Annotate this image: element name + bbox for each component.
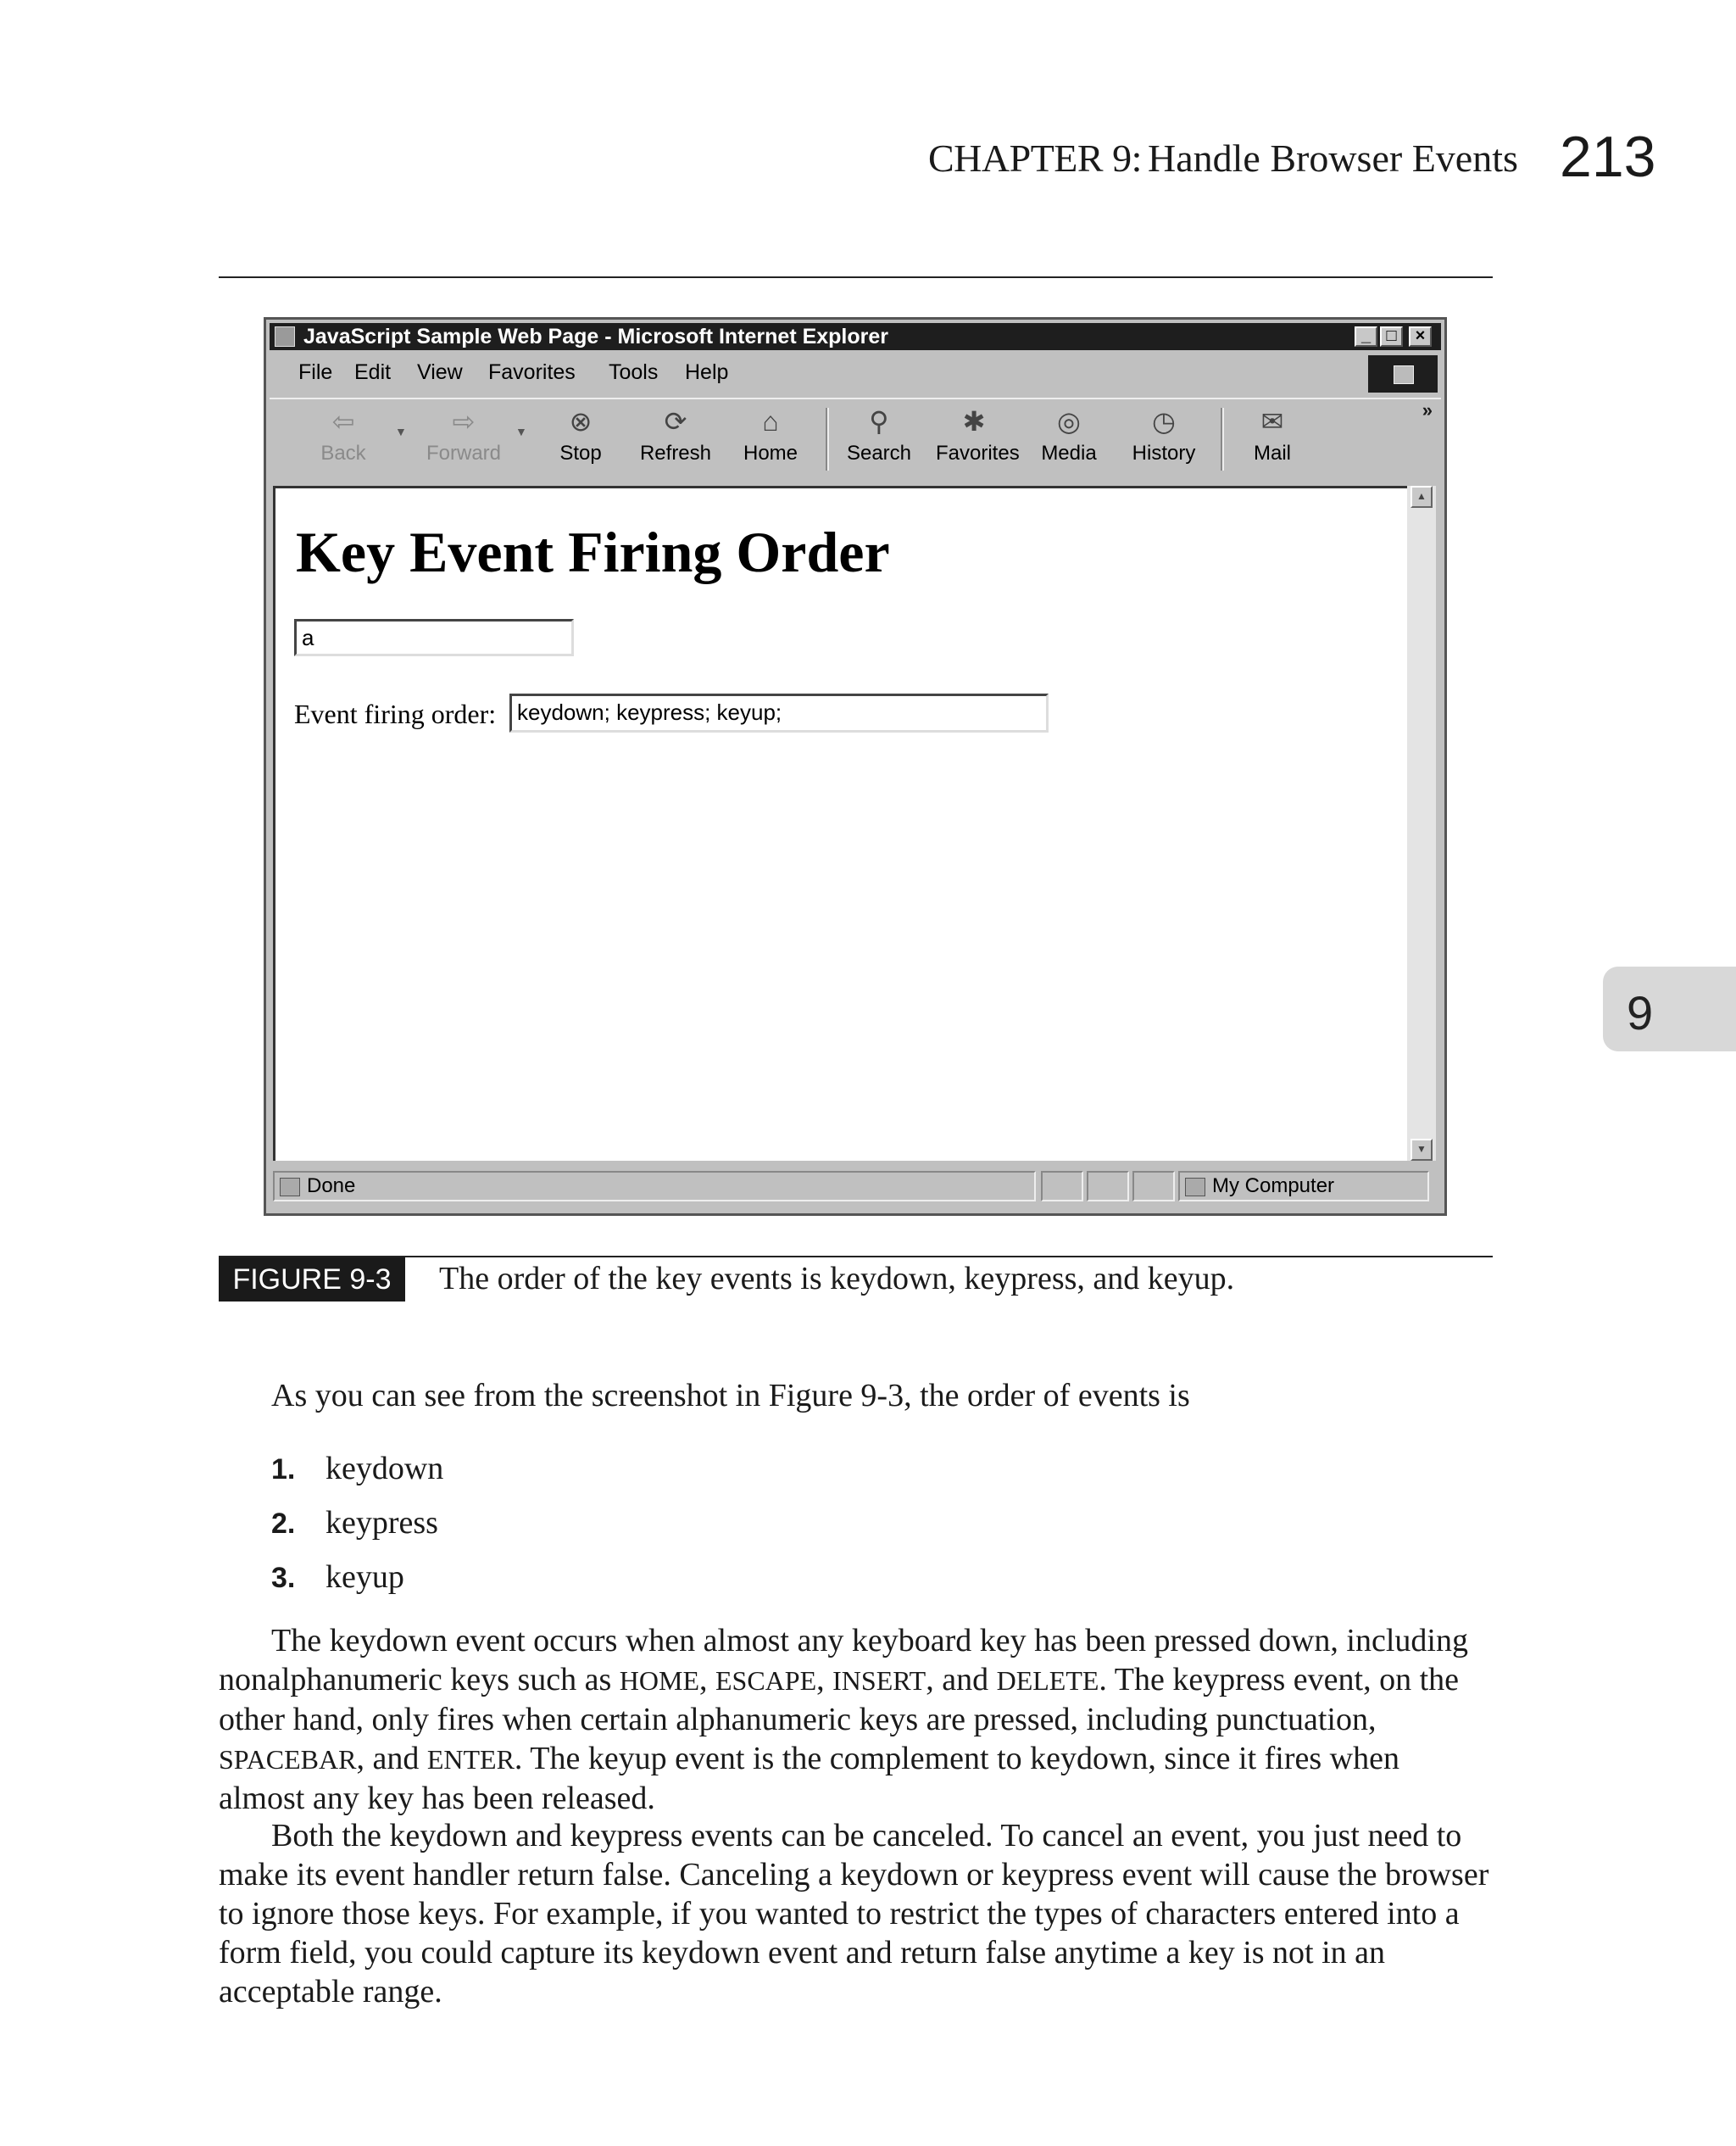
page-number: 213 <box>1560 125 1656 189</box>
forward-button[interactable]: ⇨ Forward <box>426 406 502 465</box>
chapter-thumb-tab <box>1603 967 1736 1051</box>
event-order-label: Event firing order: <box>294 699 497 729</box>
page-done-icon <box>280 1178 300 1196</box>
chapter-label: CHAPTER 9: <box>928 137 1142 180</box>
ie-icon <box>275 326 295 347</box>
stop-button[interactable]: ⊗ Stop <box>559 406 602 465</box>
chapter-title: Handle Browser Events <box>1148 137 1518 180</box>
menu-bar <box>270 354 1441 394</box>
list-item: 1. keydown <box>271 1451 444 1486</box>
security-zone-cell <box>1178 1171 1429 1201</box>
home-icon: ⌂ <box>762 406 779 437</box>
refresh-icon: ⟳ <box>664 406 687 437</box>
minimize-button[interactable]: _ <box>1355 326 1377 347</box>
list-item: 2. keypress <box>271 1505 438 1541</box>
paragraph-keydown: The keydown event occurs when almost any keyboard key has been pressed down, including nonalphanumeric keys such as HOME, ESCAPE, INSERT, and DELETE. The keypress event, on the other hand, only fires when certain alphanumeric keys are pressed, including punctuation, SPACEBAR, and ENTER. The keyup event is the complement to keydown, since it fires when almost any key has been released. <box>219 1623 1468 1816</box>
vertical-scrollbar[interactable] <box>1407 486 1436 1161</box>
event-order-field[interactable]: keydown; keypress; keyup; <box>509 694 1049 733</box>
thumb-tab-number: 9 <box>1627 986 1654 1040</box>
maximize-button[interactable]: □ <box>1380 326 1403 347</box>
arrow-right-icon: ⇨ <box>452 406 476 437</box>
toolbar <box>270 398 1441 476</box>
figure-caption: The order of the key events is keydown, keypress, and keyup. <box>439 1261 1235 1296</box>
back-dropdown-icon[interactable]: ▼ <box>395 425 407 438</box>
figure-label: FIGURE 9-3 <box>219 1257 405 1302</box>
paragraph-cancel: Both the keydown and keypress events can be canceled. To cancel an event, you just need to make its event handler return false. Canceling a keydown or keypress event will cause the browser to ignore those keys. For example, if you wanted to restrict the types of characters entered into a form field, you could capture its keydown event and return false anytime a key is not in an acceptable range. <box>219 1818 1489 2009</box>
menu-file[interactable]: File <box>298 360 333 384</box>
status-bar <box>270 1168 1441 1205</box>
computer-icon <box>1185 1178 1205 1196</box>
menu-help[interactable]: Help <box>685 360 729 384</box>
key-input-field[interactable]: a <box>294 619 574 656</box>
event-order-list <box>271 1441 443 1604</box>
zone-text: My Computer <box>1212 1174 1335 1197</box>
browser-window <box>264 317 1447 1216</box>
caption-rule <box>219 1256 1493 1257</box>
status-cell <box>1087 1171 1129 1201</box>
page-viewport <box>273 486 1407 1161</box>
toolbar-overflow-chevron-icon[interactable]: » <box>1422 399 1433 421</box>
search-button[interactable]: ⚲ Search <box>846 406 912 465</box>
back-button[interactable]: ⇦ Back <box>320 406 366 465</box>
intro-paragraph: As you can see from the screenshot in Figure 9-3, the order of events is <box>271 1378 1190 1413</box>
close-button[interactable]: × <box>1409 326 1432 347</box>
list-item: 3. keyup <box>271 1559 404 1595</box>
status-text-cell <box>273 1171 1036 1201</box>
header-rule <box>219 276 1493 278</box>
scroll-down-icon[interactable]: ▼ <box>1410 1139 1433 1161</box>
history-button[interactable]: ◷ History <box>1132 406 1196 465</box>
arrow-left-icon: ⇦ <box>331 406 355 437</box>
title-bar <box>270 323 1441 350</box>
search-icon: ⚲ <box>869 406 889 437</box>
scroll-up-icon[interactable]: ▲ <box>1410 486 1433 508</box>
favorites-button[interactable]: ✱ Favorites <box>936 406 1020 465</box>
toolbar-separator <box>1221 408 1224 471</box>
history-icon: ◷ <box>1152 406 1176 437</box>
menu-favorites[interactable]: Favorites <box>488 360 576 384</box>
status-text: Done <box>307 1174 356 1197</box>
forward-dropdown-icon[interactable]: ▼ <box>515 425 527 438</box>
menu-tools[interactable]: Tools <box>609 360 659 384</box>
status-cell <box>1041 1171 1083 1201</box>
windows-logo-icon <box>1368 355 1438 393</box>
page-heading: Key Event Firing Order <box>296 520 890 584</box>
mail-button[interactable]: ✉ Mail <box>1253 406 1291 465</box>
menu-edit[interactable]: Edit <box>354 360 392 384</box>
window-title: JavaScript Sample Web Page - Microsoft Internet Explorer <box>303 325 889 348</box>
media-icon: ◎ <box>1057 406 1081 437</box>
mail-icon: ✉ <box>1260 406 1284 437</box>
home-button[interactable]: ⌂ Home <box>743 406 798 465</box>
refresh-button[interactable]: ⟳ Refresh <box>639 406 712 465</box>
menu-view[interactable]: View <box>417 360 463 384</box>
toolbar-separator <box>826 408 829 471</box>
status-cell <box>1132 1171 1175 1201</box>
media-button[interactable]: ◎ Media <box>1041 406 1097 465</box>
stop-icon: ⊗ <box>569 406 593 437</box>
favorites-icon: ✱ <box>962 406 986 437</box>
